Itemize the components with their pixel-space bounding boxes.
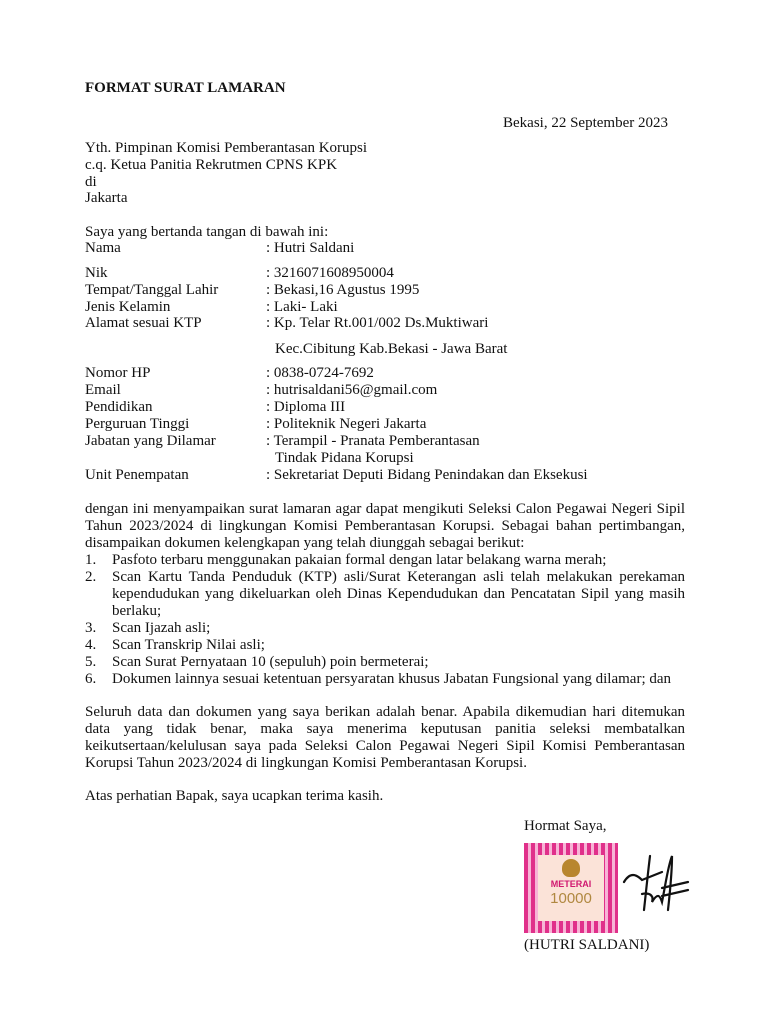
field-value: : Laki- Laki [266,299,338,315]
salutation: Hormat Saya, [524,818,607,834]
recipient-line: Jakarta [85,190,128,206]
field-value-cont: Kec.Cibitung Kab.Bekasi - Jawa Barat [275,341,508,357]
paragraph-line: Seluruh data dan dokumen yang saya berikan adalah benar. Apabila dikemudian hari ditemukan [85,704,685,720]
list-text: Scan Kartu Tanda Penduduk (KTP) asli/Surat Keterangan asli telah melakukan perekaman kependudukan yang dikeluarkan oleh Dinas Kependudukan dan Pencatatan Sipil yang masih berlaku; [112,569,685,619]
field-label: Alamat sesuai KTP [85,315,202,331]
list-item [85,654,685,671]
list-number: 3. [85,620,97,636]
field-value-cont: Tindak Pidana Korupsi [275,450,414,466]
list-text: Scan Transkrip Nilai asli; [112,637,265,653]
intro-text: Saya yang bertanda tangan di bawah ini: [85,224,329,240]
list-text: Scan Surat Pernyataan 10 (sepuluh) poin bermeterai; [112,654,429,670]
letter-date: Bekasi, 22 September 2023 [503,115,668,131]
field-label: Jenis Kelamin [85,299,171,315]
field-value: : Hutri Saldani [266,240,355,256]
field-value: : Kp. Telar Rt.001/002 Ds.Muktiwari [266,315,489,331]
stamp-value: 10000 [550,890,592,907]
signature [622,852,694,914]
field-label: Email [85,382,121,398]
field-value: : 3216071608950004 [266,265,394,281]
letter-title: FORMAT SURAT LAMARAN [85,80,286,96]
stamp-label: METERAI [550,879,592,889]
field-value: : Terampil - Pranata Pemberantasan [266,433,480,449]
field-value: : Diploma III [266,399,346,415]
field-value: : Sekretariat Deputi Bidang Penindakan dan Eksekusi [266,467,588,483]
list-number: 2. [85,569,97,585]
signatory-name: (HUTRI SALDANI) [524,937,650,953]
list-text: Dokumen lainnya sesuai ketentuan persyaratan khusus Jabatan Fungsional yang dilamar; dan [112,671,672,687]
recipient-line: c.q. Ketua Panitia Rekrutmen CPNS KPK [85,157,338,173]
paragraph-line: Tahun 2023/2024 di lingkungan Komisi Pemberantasan Korupsi. Sebagai bahan pertimbangan, [85,518,685,534]
field-label: Nik [85,265,108,281]
field-value: : Politeknik Negeri Jakarta [266,416,427,432]
paragraph-intro [85,501,685,552]
recipient-line: di [85,174,97,190]
list-item [85,637,685,654]
list-item [85,569,685,620]
list-number: 4. [85,637,97,653]
field-value: : hutrisaldani56@gmail.com [266,382,438,398]
field-value: : Bekasi,16 Agustus 1995 [266,282,420,298]
paragraph-line: data yang tidak benar, maka saya menerima keputusan panitia seleksi membatalkan [85,721,685,737]
e-meterai-stamp [524,843,618,933]
field-label: Nama [85,240,121,256]
field-label: Nomor HP [85,365,151,381]
list-number: 6. [85,671,97,687]
paragraph-statement [85,704,685,772]
paragraph-line: disampaikan dokumen kelengkapan yang telah diunggah sebagai berikut: [85,535,525,551]
field-label: Perguruan Tinggi [85,416,190,432]
field-label: Pendidikan [85,399,153,415]
field-label: Jabatan yang Dilamar [85,433,216,449]
list-text: Pasfoto terbaru menggunakan pakaian formal dengan latar belakang warna merah; [112,552,607,568]
closing-text: Atas perhatian Bapak, saya ucapkan terima kasih. [85,788,384,804]
list-item [85,620,685,637]
list-text: Scan Ijazah asli; [112,620,211,636]
field-value: : 0838-0724-7692 [266,365,374,381]
list-item [85,671,685,688]
list-item [85,552,685,569]
paragraph-line: Korupsi Tahun 2023/2024 di lingkungan Komisi Pemberantasan Korupsi. [85,755,527,771]
field-label: Unit Penempatan [85,467,189,483]
recipient-line: Yth. Pimpinan Komisi Pemberantasan Korupsi [85,140,368,156]
paragraph-line: keikutsertaan/kelulusan saya pada Seleksi Calon Pegawai Negeri Sipil Komisi Pemberantasan [85,738,685,754]
list-number: 5. [85,654,97,670]
list-number: 1. [85,552,97,568]
field-label: Tempat/Tanggal Lahir [85,282,219,298]
paragraph-line: dengan ini menyampaikan surat lamaran agar dapat mengikuti Seleksi Calon Pegawai Negeri Sipil [85,501,685,517]
garuda-emblem-icon [562,859,580,877]
